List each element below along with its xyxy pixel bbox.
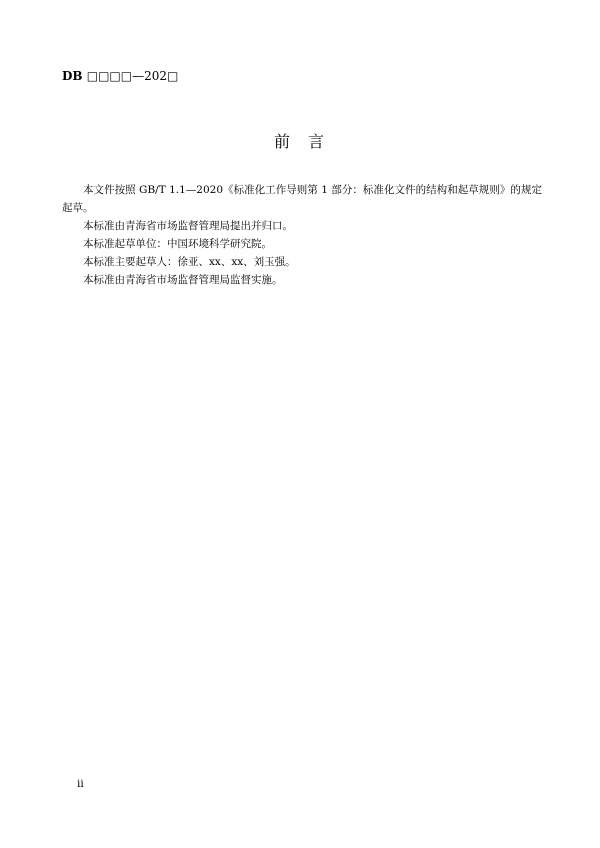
- foreword-paragraph-3: 本标准起草单位：中国环境科学研究院。: [83, 238, 272, 250]
- page-number: ii: [77, 778, 84, 790]
- page-title-char-1: 前: [273, 132, 292, 151]
- foreword-paragraph-5: 本标准由青海省市场监督管理局监督实施。: [83, 274, 283, 286]
- foreword-paragraph-4: 本标准主要起草人：徐亚、xx、xx、刘玉强。: [83, 256, 296, 268]
- document-code-number: □□□□—202□: [86, 69, 179, 83]
- document-code-prefix: DB: [62, 69, 83, 83]
- foreword-paragraph-1: 本文件按照 GB/T 1.1—2020《标准化工作导则第 1 部分：标准化文件的结构和起草规则》的规定起草。: [62, 184, 542, 214]
- document-code: [62, 68, 178, 84]
- page-title: [0, 131, 600, 153]
- foreword-paragraph-2: 本标准由青海省市场监督管理局提出并归口。: [83, 220, 293, 232]
- page-title-char-2: 言: [308, 132, 327, 151]
- foreword-body: [62, 181, 542, 289]
